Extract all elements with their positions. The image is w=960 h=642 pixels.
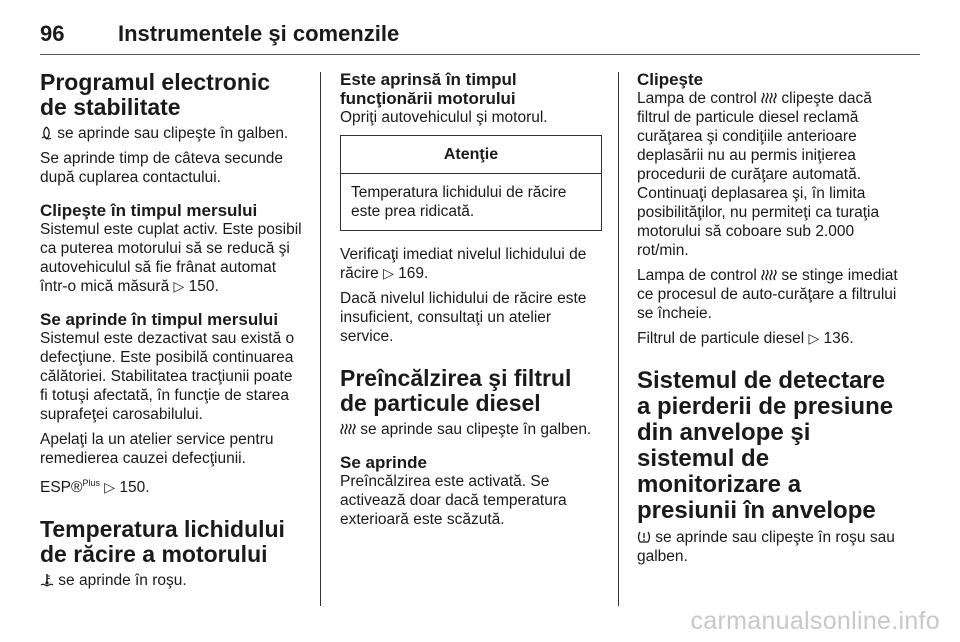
preheat-text-body: se aprinde sau clipeşte în galben. — [356, 421, 592, 438]
page-ref-link[interactable]: 150. — [184, 278, 219, 295]
glow-plug-icon — [340, 422, 356, 436]
subheading-lit: Se aprinde — [340, 453, 427, 472]
page-number: 96 — [40, 21, 65, 46]
esp-intro-text: se aprinde sau clipeşte în galben. — [53, 125, 289, 142]
column-2 — [340, 70, 602, 535]
flash-driving-text — [40, 220, 302, 296]
esp-paragraph: Se aprinde timp de câteva secunde după cuplarea contactului. — [40, 150, 283, 186]
subheading-engine-running: Este aprinsă în timpul funcţionării motorului — [340, 70, 517, 108]
lamp-off-text — [637, 266, 905, 323]
esp-plus-ref — [40, 474, 302, 497]
lit-text: Preîncălzirea este activată. Se activează doar dacă temperatura exterioară este scăzută. — [340, 473, 567, 528]
dpf-ref-body: Filtrul de particule diesel — [637, 330, 809, 347]
engine-running-text: Opriţi autovehiculul şi motorul. — [340, 109, 548, 126]
esp-ref-label: ESP® — [40, 479, 83, 497]
column-divider — [320, 72, 321, 606]
esp-warning-icon — [40, 126, 53, 140]
preheat-text — [340, 420, 602, 439]
coolant-text — [40, 571, 302, 590]
lamp-off-text-a: Lampa de control — [637, 267, 762, 284]
flashing-text — [637, 89, 905, 260]
glow-plug-icon — [761, 91, 777, 105]
flashing-text-a: Lampa de control — [637, 90, 762, 107]
page-ref-link[interactable]: 150. — [115, 479, 150, 497]
column-divider — [618, 72, 619, 606]
section-title-preheat: Preîncălzirea şi filtrul de particule diesel — [340, 365, 572, 416]
lit-driving-text: Sistemul este dezactivat sau există o defecţiune. Este posibilă continuarea călătoriei. Stabilitatea tracţiunii poate fi totuşi afectată, în funcţie de starea suprafeţei carosabilului. — [40, 330, 295, 423]
coolant-temperature-icon — [40, 573, 54, 587]
subheading-flashing: Clipeşte — [637, 70, 704, 89]
caution-box — [340, 135, 602, 231]
lit-driving-advice: Apelaţi la un atelier service pentru remedierea cauzei defecţiunii. — [40, 431, 274, 467]
coolant-text-body: se aprinde în roşu. — [54, 572, 187, 590]
tpms-text-body: se aprinde sau clipeşte în roşu sau galben. — [637, 529, 895, 565]
section-title-esp: Programul electronic de stabilitate — [40, 69, 271, 120]
lamp-off-text-b: se stinge imediat ce procesul de auto-curăţare a filtrului se încheie. — [637, 267, 898, 322]
caution-text: Temperatura lichidului de răcire este prea ridicată. — [351, 184, 567, 220]
low-coolant-text: Dacă nivelul lichidului de răcire este insuficient, consultaţi un atelier service. — [340, 290, 587, 345]
esp-ref-sup: Plus — [82, 478, 100, 488]
page-header — [40, 14, 920, 55]
page-ref-link[interactable]: 169. — [393, 265, 429, 282]
flashing-text-b: clipeşte dacă filtrul de particule diesel reclamă curăţarea şi condiţiile anterioare deplasării nu au permis iniţierea procedurii de curăţare automată. Continuaţi deplasarea şi, în limita posibilităţilor, nu permiteţi ca turaţia motorului să coboare sub 2.000 rot/min. — [637, 90, 880, 259]
check-coolant-text — [340, 245, 602, 283]
tpms-text — [637, 528, 905, 566]
watermark: carmanualsonline.info — [690, 607, 940, 635]
section-title-coolant: Temperatura lichidului de răcire a motorului — [40, 516, 285, 568]
check-coolant-body: Verificaţi imediat nivelul lichidului de răcire — [340, 246, 587, 282]
page-ref-icon: ▷ — [104, 479, 116, 496]
flash-driving-body: Sistemul este cuplat activ. Este posibil ca puterea motorului să se reducă şi autovehiculul să fie frânat automat într-o mică măsură — [40, 221, 302, 295]
page-ref-icon: ▷ — [173, 278, 185, 294]
page-ref-link[interactable]: 136. — [819, 330, 854, 347]
column-3 — [637, 70, 905, 572]
column-1 — [40, 70, 302, 596]
section-title-tpms: Sistemul de detectare a pierderii de presiune din anvelope şi sistemul de monitorizare a presiunii în anvelope — [637, 367, 894, 524]
esp-intro — [40, 124, 302, 143]
glow-plug-icon — [761, 268, 777, 282]
dpf-ref-text — [637, 329, 905, 348]
page-ref-icon: ▷ — [808, 330, 820, 346]
subheading-flash-driving: Clipeşte în timpul mersului — [40, 201, 258, 220]
page-ref-icon: ▷ — [383, 265, 394, 281]
tire-pressure-icon — [637, 530, 651, 544]
caution-heading: Atenţie — [341, 136, 601, 174]
subheading-lit-driving: Se aprinde în timpul mersului — [40, 310, 279, 329]
page-title: Instrumentele şi comenzile — [118, 21, 400, 46]
